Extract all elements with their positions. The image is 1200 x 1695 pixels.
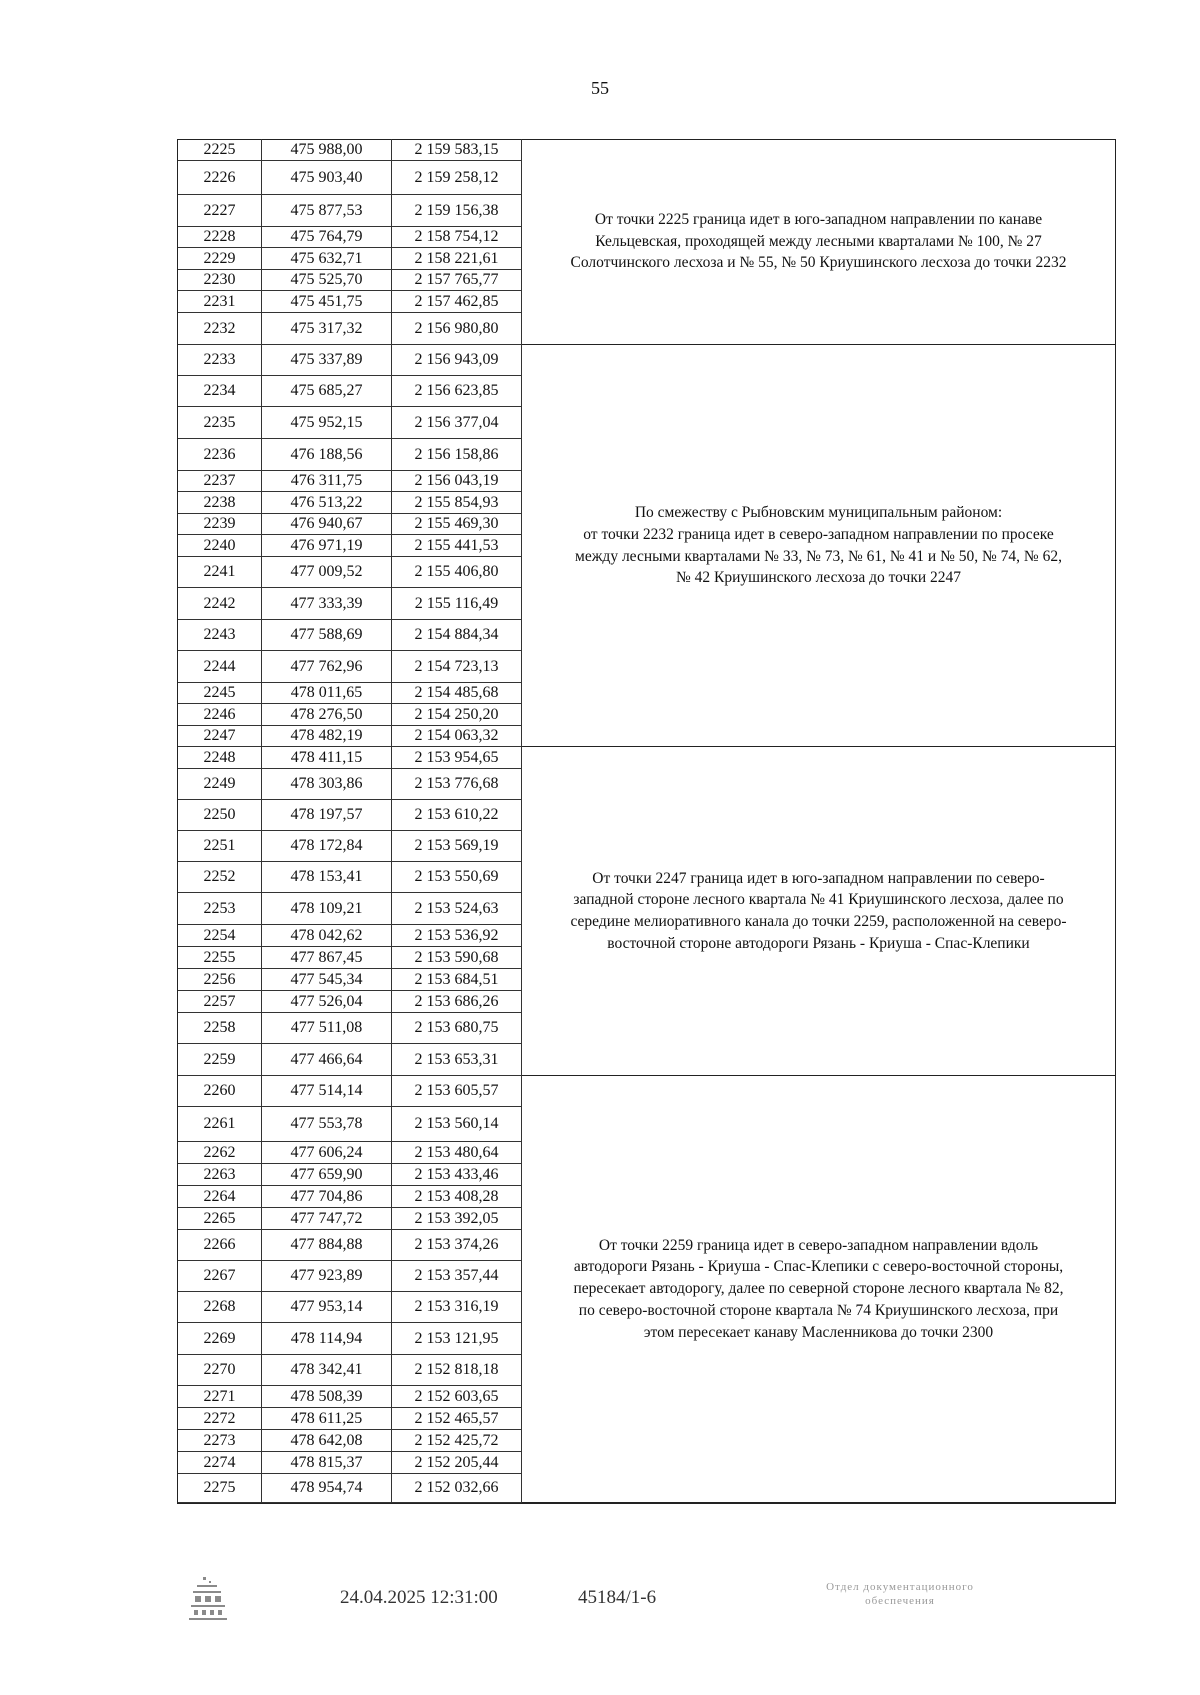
point-number: 2252 <box>178 862 262 893</box>
table-row <box>178 376 522 407</box>
x-coordinate: 477 704,86 <box>262 1186 392 1208</box>
description-line: восточной стороне автодороги Рязань - Криуша - Спас-Клепики <box>607 934 1030 952</box>
x-coordinate: 475 903,40 <box>262 161 392 195</box>
point-number: 2237 <box>178 471 262 492</box>
x-coordinate: 477 511,08 <box>262 1013 392 1044</box>
point-number: 2249 <box>178 769 262 800</box>
y-coordinate: 2 153 524,63 <box>392 893 522 925</box>
table-row <box>178 1323 522 1355</box>
footer-date: 24.04.2025 12:31:00 <box>340 1587 498 1608</box>
table-row <box>178 925 522 947</box>
y-coordinate: 2 153 121,95 <box>392 1323 522 1355</box>
stamp-line-2: обеспечения <box>865 1595 935 1608</box>
point-number: 2261 <box>178 1107 262 1142</box>
x-coordinate: 477 514,14 <box>262 1076 392 1107</box>
x-coordinate: 477 526,04 <box>262 991 392 1013</box>
point-number: 2269 <box>178 1323 262 1355</box>
boundary-description <box>522 345 1115 747</box>
x-coordinate: 478 114,94 <box>262 1323 392 1355</box>
point-number: 2272 <box>178 1408 262 1430</box>
y-coordinate: 2 153 433,46 <box>392 1164 522 1186</box>
point-number: 2248 <box>178 747 262 769</box>
y-coordinate: 2 157 462,85 <box>392 291 522 313</box>
table-row <box>178 704 522 726</box>
point-number: 2264 <box>178 1186 262 1208</box>
table-row <box>178 471 522 492</box>
y-coordinate: 2 154 063,32 <box>392 726 522 747</box>
x-coordinate: 476 940,67 <box>262 514 392 535</box>
x-coordinate: 478 153,41 <box>262 862 392 893</box>
x-coordinate: 478 482,19 <box>262 726 392 747</box>
y-coordinate: 2 153 392,05 <box>392 1208 522 1230</box>
y-coordinate: 2 152 465,57 <box>392 1408 522 1430</box>
point-number: 2230 <box>178 270 262 291</box>
point-number: 2227 <box>178 195 262 227</box>
description-line: по северо-восточной стороне квартала № 74 Криушинского лесхоза, при <box>578 1301 1059 1319</box>
description-line: между лесными кварталами № 33, № 73, № 61, № 41 и № 50, № 74, № 62, <box>575 547 1062 565</box>
y-coordinate: 2 156 943,09 <box>392 345 522 376</box>
point-number: 2265 <box>178 1208 262 1230</box>
point-number: 2257 <box>178 991 262 1013</box>
table-row <box>178 1474 522 1503</box>
table-row <box>178 161 522 195</box>
x-coordinate: 478 276,50 <box>262 704 392 726</box>
point-number: 2273 <box>178 1430 262 1452</box>
x-coordinate: 478 109,21 <box>262 893 392 925</box>
x-coordinate: 478 197,57 <box>262 800 392 831</box>
table-row <box>178 588 522 620</box>
point-number: 2267 <box>178 1261 262 1292</box>
table-row <box>178 345 522 376</box>
x-coordinate: 475 632,71 <box>262 248 392 270</box>
x-coordinate: 477 545,34 <box>262 969 392 991</box>
table-row <box>178 492 522 514</box>
y-coordinate: 2 159 583,15 <box>392 139 522 161</box>
x-coordinate: 478 011,65 <box>262 683 392 704</box>
x-coordinate: 477 923,89 <box>262 1261 392 1292</box>
description-line: От точки 2247 граница идет в юго-западном направлении по северо- <box>592 869 1045 887</box>
table-row <box>178 1452 522 1474</box>
y-coordinate: 2 152 205,44 <box>392 1452 522 1474</box>
x-coordinate: 478 508,39 <box>262 1386 392 1408</box>
y-coordinate: 2 153 590,68 <box>392 947 522 969</box>
table-row <box>178 1292 522 1323</box>
y-coordinate: 2 158 221,61 <box>392 248 522 270</box>
y-coordinate: 2 154 485,68 <box>392 683 522 704</box>
y-coordinate: 2 153 480,64 <box>392 1142 522 1164</box>
point-number: 2250 <box>178 800 262 831</box>
point-number: 2243 <box>178 620 262 651</box>
y-coordinate: 2 154 250,20 <box>392 704 522 726</box>
point-number: 2247 <box>178 726 262 747</box>
description-line: От точки 2225 граница идет в юго-западном направлении по канаве <box>594 210 1043 228</box>
description-line: от точки 2232 граница идет в северо-западном направлении по просеке <box>583 525 1054 543</box>
table-row <box>178 683 522 704</box>
y-coordinate: 2 153 605,57 <box>392 1076 522 1107</box>
point-number: 2260 <box>178 1076 262 1107</box>
x-coordinate: 475 764,79 <box>262 227 392 248</box>
y-coordinate: 2 157 765,77 <box>392 270 522 291</box>
y-coordinate: 2 159 258,12 <box>392 161 522 195</box>
registration-stamp-icon <box>185 1575 231 1623</box>
x-coordinate: 475 952,15 <box>262 407 392 439</box>
point-number: 2240 <box>178 535 262 557</box>
boundary-description-text <box>570 868 1066 955</box>
x-coordinate: 475 451,75 <box>262 291 392 313</box>
y-coordinate: 2 153 560,14 <box>392 1107 522 1142</box>
y-coordinate: 2 154 884,34 <box>392 620 522 651</box>
description-line: От точки 2259 граница идет в северо-западном направлении вдоль <box>598 1236 1039 1254</box>
table-row <box>178 893 522 925</box>
point-number: 2268 <box>178 1292 262 1323</box>
point-number: 2274 <box>178 1452 262 1474</box>
table-row <box>178 991 522 1013</box>
description-line: По смежеству с Рыбновским муниципальным районом: <box>634 504 1003 522</box>
y-coordinate: 2 153 776,68 <box>392 769 522 800</box>
point-number: 2271 <box>178 1386 262 1408</box>
table-row <box>178 947 522 969</box>
x-coordinate: 478 411,15 <box>262 747 392 769</box>
y-coordinate: 2 155 116,49 <box>392 588 522 620</box>
table-row <box>178 651 522 683</box>
footer-department-stamp <box>755 1580 1045 1609</box>
point-number: 2234 <box>178 376 262 407</box>
table-row <box>178 769 522 800</box>
point-number: 2275 <box>178 1474 262 1503</box>
y-coordinate: 2 156 980,80 <box>392 313 522 345</box>
description-line: пересекает автодорогу, далее по северной стороне лесного квартала № 82, <box>573 1280 1064 1298</box>
description-line: Солотчинского лесхоза и № 55, № 50 Криушинского лесхоза до точки 2232 <box>570 254 1067 272</box>
point-number: 2232 <box>178 313 262 345</box>
x-coordinate: 475 988,00 <box>262 139 392 161</box>
x-coordinate: 478 642,08 <box>262 1430 392 1452</box>
boundary-description-text <box>571 209 1067 274</box>
y-coordinate: 2 155 469,30 <box>392 514 522 535</box>
y-coordinate: 2 153 374,26 <box>392 1230 522 1261</box>
x-coordinate: 475 685,27 <box>262 376 392 407</box>
page-footer <box>0 1575 1200 1635</box>
description-line: середине мелиоративного канала до точки 2259, расположенной на северо- <box>570 913 1067 930</box>
y-coordinate: 2 156 377,04 <box>392 407 522 439</box>
y-coordinate: 2 158 754,12 <box>392 227 522 248</box>
boundary-description <box>522 747 1115 1076</box>
point-number: 2270 <box>178 1355 262 1386</box>
y-coordinate: 2 153 653,31 <box>392 1044 522 1076</box>
y-coordinate: 2 153 408,28 <box>392 1186 522 1208</box>
x-coordinate: 478 611,25 <box>262 1408 392 1430</box>
x-coordinate: 478 342,41 <box>262 1355 392 1386</box>
y-coordinate: 2 153 316,19 <box>392 1292 522 1323</box>
x-coordinate: 475 337,89 <box>262 345 392 376</box>
point-number: 2242 <box>178 588 262 620</box>
table-row <box>178 1386 522 1408</box>
boundary-description-text <box>573 1235 1063 1343</box>
point-number: 2245 <box>178 683 262 704</box>
y-coordinate: 2 153 569,19 <box>392 831 522 862</box>
point-number: 2254 <box>178 925 262 947</box>
description-line: Кельцевская, проходящей между лесными кварталами № 100, № 27 <box>595 232 1042 250</box>
table-row <box>178 1186 522 1208</box>
table-row <box>178 195 522 227</box>
table-row <box>178 139 522 161</box>
point-number: 2262 <box>178 1142 262 1164</box>
x-coordinate: 476 513,22 <box>262 492 392 514</box>
table-grid <box>178 139 1115 1503</box>
table-row <box>178 1230 522 1261</box>
x-coordinate: 478 815,37 <box>262 1452 392 1474</box>
point-number: 2255 <box>178 947 262 969</box>
y-coordinate: 2 153 686,26 <box>392 991 522 1013</box>
x-coordinate: 478 954,74 <box>262 1474 392 1503</box>
point-number: 2228 <box>178 227 262 248</box>
point-number: 2231 <box>178 291 262 313</box>
table-row <box>178 535 522 557</box>
table-row <box>178 1142 522 1164</box>
boundary-description <box>522 139 1115 345</box>
x-coordinate: 475 317,32 <box>262 313 392 345</box>
point-number: 2225 <box>178 139 262 161</box>
table-row <box>178 1164 522 1186</box>
y-coordinate: 2 156 043,19 <box>392 471 522 492</box>
y-coordinate: 2 153 550,69 <box>392 862 522 893</box>
x-coordinate: 477 466,64 <box>262 1044 392 1076</box>
table-row <box>178 1107 522 1142</box>
table-row <box>178 557 522 588</box>
x-coordinate: 476 971,19 <box>262 535 392 557</box>
y-coordinate: 2 155 441,53 <box>392 535 522 557</box>
x-coordinate: 477 009,52 <box>262 557 392 588</box>
x-coordinate: 476 311,75 <box>262 471 392 492</box>
y-coordinate: 2 153 680,75 <box>392 1013 522 1044</box>
y-coordinate: 2 154 723,13 <box>392 651 522 683</box>
description-line: этом пересекает канаву Масленникова до точки 2300 <box>643 1323 994 1341</box>
table-row <box>178 1013 522 1044</box>
x-coordinate: 478 303,86 <box>262 769 392 800</box>
point-number: 2259 <box>178 1044 262 1076</box>
point-number: 2256 <box>178 969 262 991</box>
table-row <box>178 620 522 651</box>
boundary-description-text <box>575 502 1062 589</box>
y-coordinate: 2 156 623,85 <box>392 376 522 407</box>
table-row <box>178 726 522 747</box>
y-coordinate: 2 152 425,72 <box>392 1430 522 1452</box>
point-number: 2229 <box>178 248 262 270</box>
table-row <box>178 439 522 471</box>
point-number: 2238 <box>178 492 262 514</box>
point-number: 2233 <box>178 345 262 376</box>
table-row <box>178 1408 522 1430</box>
x-coordinate: 475 877,53 <box>262 195 392 227</box>
point-number: 2266 <box>178 1230 262 1261</box>
y-coordinate: 2 153 357,44 <box>392 1261 522 1292</box>
x-coordinate: 477 884,88 <box>262 1230 392 1261</box>
table-row <box>178 407 522 439</box>
point-number: 2235 <box>178 407 262 439</box>
point-number: 2236 <box>178 439 262 471</box>
x-coordinate: 477 553,78 <box>262 1107 392 1142</box>
y-coordinate: 2 153 684,51 <box>392 969 522 991</box>
table-row <box>178 1430 522 1452</box>
table-row <box>178 1208 522 1230</box>
description-line: № 42 Криушинского лесхоза до точки 2247 <box>675 569 962 587</box>
y-coordinate: 2 155 854,93 <box>392 492 522 514</box>
table-row <box>178 862 522 893</box>
point-number: 2239 <box>178 514 262 535</box>
coordinates-table <box>177 139 1116 1504</box>
point-rows-column <box>178 139 522 1503</box>
table-row <box>178 248 522 270</box>
point-number: 2226 <box>178 161 262 195</box>
x-coordinate: 477 333,39 <box>262 588 392 620</box>
table-row <box>178 1355 522 1386</box>
description-line: автодороги Рязань - Криуша - Спас-Клепики с северо-восточной стороны, <box>573 1258 1064 1276</box>
point-number: 2241 <box>178 557 262 588</box>
x-coordinate: 477 659,90 <box>262 1164 392 1186</box>
x-coordinate: 478 042,62 <box>262 925 392 947</box>
table-row <box>178 800 522 831</box>
table-row <box>178 227 522 248</box>
y-coordinate: 2 159 156,38 <box>392 195 522 227</box>
page-number: 55 <box>591 78 609 98</box>
point-number: 2263 <box>178 1164 262 1186</box>
y-coordinate: 2 155 406,80 <box>392 557 522 588</box>
x-coordinate: 476 188,56 <box>262 439 392 471</box>
x-coordinate: 477 588,69 <box>262 620 392 651</box>
description-line: западной стороне лесного квартала № 41 Криушинского лесхоза, далее по <box>573 891 1064 909</box>
x-coordinate: 477 762,96 <box>262 651 392 683</box>
table-row <box>178 270 522 291</box>
table-row <box>178 514 522 535</box>
footer-document-number: 45184/1-6 <box>578 1587 657 1608</box>
y-coordinate: 2 156 158,86 <box>392 439 522 471</box>
y-coordinate: 2 153 610,22 <box>392 800 522 831</box>
y-coordinate: 2 153 954,65 <box>392 747 522 769</box>
x-coordinate: 477 747,72 <box>262 1208 392 1230</box>
description-column <box>522 139 1115 1503</box>
x-coordinate: 478 172,84 <box>262 831 392 862</box>
point-number: 2244 <box>178 651 262 683</box>
table-row <box>178 969 522 991</box>
point-number: 2253 <box>178 893 262 925</box>
table-row <box>178 1044 522 1076</box>
table-row <box>178 1076 522 1107</box>
table-row <box>178 291 522 313</box>
stamp-line-1: Отдел документационного <box>826 1581 974 1593</box>
point-number: 2251 <box>178 831 262 862</box>
x-coordinate: 477 867,45 <box>262 947 392 969</box>
y-coordinate: 2 153 536,92 <box>392 925 522 947</box>
point-number: 2258 <box>178 1013 262 1044</box>
x-coordinate: 477 606,24 <box>262 1142 392 1164</box>
y-coordinate: 2 152 603,65 <box>392 1386 522 1408</box>
y-coordinate: 2 152 818,18 <box>392 1355 522 1386</box>
point-number: 2246 <box>178 704 262 726</box>
boundary-description <box>522 1076 1115 1503</box>
table-row <box>178 831 522 862</box>
table-row <box>178 313 522 345</box>
x-coordinate: 475 525,70 <box>262 270 392 291</box>
table-row <box>178 1261 522 1292</box>
x-coordinate: 477 953,14 <box>262 1292 392 1323</box>
y-coordinate: 2 152 032,66 <box>392 1474 522 1503</box>
table-row <box>178 747 522 769</box>
